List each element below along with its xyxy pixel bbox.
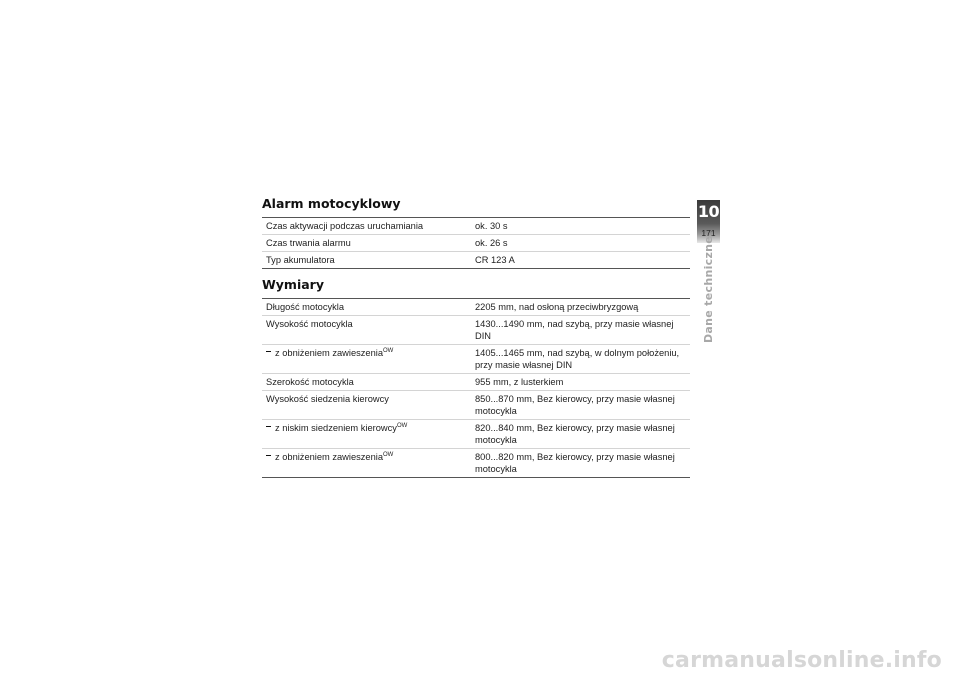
alarm-spec-table <box>262 217 690 269</box>
spec-value: 2205 mm, nad osłoną przeciwbryzgową <box>475 302 639 312</box>
watermark-text: carmanualsonline.info <box>661 648 942 673</box>
dash-icon <box>266 351 271 353</box>
table-row <box>262 218 690 235</box>
table-row <box>262 374 690 391</box>
spec-label-sub <box>262 449 471 478</box>
spec-label: Długość motocykla <box>266 302 345 312</box>
spec-value: 800...820 mm, Bez kierowcy, przy masie własnej motocykla <box>471 449 690 478</box>
table-row <box>262 235 690 252</box>
table-row <box>262 252 690 269</box>
spec-value: 955 mm, z lusterkiem <box>471 374 690 391</box>
table-row <box>262 316 690 345</box>
spec-value: 1405...1465 mm, nad szybą, w dolnym położeniu, przy masie własnej DIN <box>471 345 690 374</box>
page-content <box>262 196 690 478</box>
table-row <box>262 345 690 374</box>
chapter-title-vertical: Dane techniczne <box>702 235 715 343</box>
table-row <box>262 420 690 449</box>
spec-label: Czas aktywacji podczas uruchamiania <box>266 221 424 231</box>
optional-equipment-marker: OW <box>383 347 394 354</box>
dash-icon <box>266 426 271 428</box>
spec-label-text: z niskim siedzeniem kierowcy <box>275 423 397 433</box>
spec-label: Czas trwania alarmu <box>262 235 471 252</box>
spec-label-text: z obniżeniem zawieszenia <box>275 452 384 462</box>
optional-equipment-marker: OW <box>383 451 394 458</box>
spec-label: Wysokość motocykla <box>262 316 471 345</box>
spec-label-sub <box>262 420 471 449</box>
dash-icon <box>266 455 271 457</box>
table-row <box>262 391 690 420</box>
spec-value: ok. 30 s <box>475 221 508 231</box>
spec-label: Typ akumulatora <box>262 252 471 269</box>
dimensions-spec-table <box>262 298 690 478</box>
spec-value: ok. 26 s <box>471 235 690 252</box>
spec-label-text: z obniżeniem zawieszenia <box>275 348 384 358</box>
table-row <box>262 299 690 316</box>
chapter-number: 10 <box>697 202 720 221</box>
spec-label: Szerokość motocykla <box>262 374 471 391</box>
table-row <box>262 449 690 478</box>
section-title-dimensions: Wymiary <box>262 277 324 292</box>
spec-value: CR 123 A <box>471 252 690 269</box>
section-title-alarm: Alarm motocyklowy <box>262 196 401 211</box>
spec-value: 850...870 mm, Bez kierowcy, przy masie własnej motocykla <box>471 391 690 420</box>
spec-value: 1430...1490 mm, nad szybą, przy masie własnej DIN <box>471 316 690 345</box>
spec-label: Wysokość siedzenia kierowcy <box>262 391 471 420</box>
spec-label-sub <box>262 345 471 374</box>
spec-value: 820...840 mm, Bez kierowcy, przy masie własnej motocykla <box>471 420 690 449</box>
page-number: 171 <box>701 228 716 238</box>
optional-equipment-marker: OW <box>396 422 408 429</box>
